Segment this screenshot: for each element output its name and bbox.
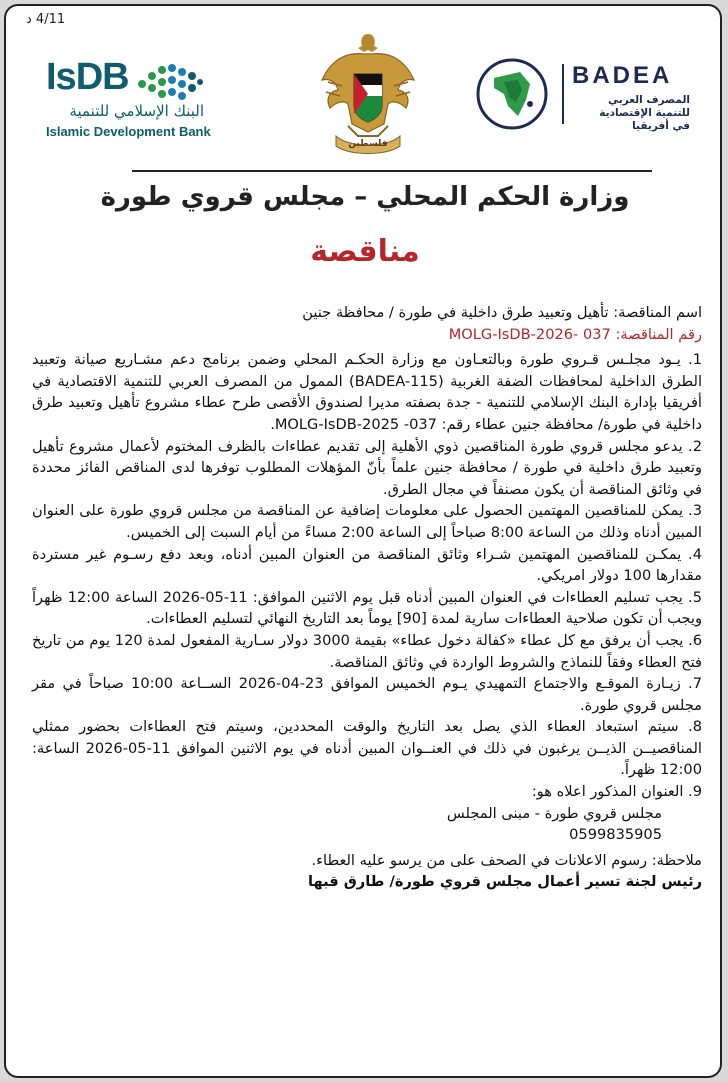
address-phone: 0599835905	[569, 826, 662, 844]
page-number: 4/11 د	[26, 12, 66, 27]
note: ملاحظة: رسوم الاعلانات في الصحف على من يرسو عليه العطاء.	[311, 851, 702, 869]
clause-8: 8. سيتم استبعاد العطاء الذي يصل بعد التاريخ والوقت المحددين، وسيتم فتح العطاءات بحضور ممثلي المناقصيــن الذيــن يرغبون في ذلك في العنــوان المبين أدناه في يوم الاثنين الموافق 11-05-2026 الساعة: 12:00 ظهراً.	[32, 718, 702, 779]
badea-arabic-line: في أفريقيا	[632, 120, 690, 132]
emblem-banner-text: فلسطين	[348, 139, 388, 149]
isdb-name: IsDB	[46, 56, 129, 98]
badea-globe-icon	[474, 54, 554, 134]
clause-3: 3. يمكن للمناقصين المهتمين الحصول على معلومات إضافية عن المناقصة من مجلس قروي طورة على العنوان المبين أدناه وذلك من الساعة 8:00 صباحاً إلى الساعة 2:00 مساءً من أيام السبت إلى الخميس.	[32, 502, 702, 541]
tender-body	[32, 302, 702, 893]
tender-heading: مناقصة	[310, 234, 420, 269]
badea-logo	[474, 54, 699, 134]
clause-7: 7. زيـارة الموقـع والاجتماع التمهيدي يـوم الخميس الموافق 23-04-2026 الســاعة 10:00 صباحاً في مقر مجلس قروي طورة.	[32, 675, 702, 714]
badea-arabic-line: للتنمية الإقتصادية	[599, 107, 690, 119]
clause-4: 4. يمكـن للمناقصين المهتمين شـراء وثائق المناقصة من العنوان المبين أدناه، وبعد دفع رسـوم غير مستردة مقدارها 100 دولار امريكي.	[32, 545, 702, 585]
badea-arabic-line: المصرف العربي	[608, 94, 690, 106]
tender-name: اسم المناقصة: تأهيل وتعبيد طرق داخلية في طورة / محافظة جنين	[302, 304, 702, 321]
isdb-logo	[42, 56, 212, 146]
address-line: مجلس قروي طورة - مبنى المجلس	[446, 804, 662, 822]
clause-2: 2. يدعو مجلس قروي طورة المناقصين ذوي الأهلية إلى تقديم عطاءات بالظرف المختوم لأعمال مشروع تأهيل وتعبيد طرق داخلية في طورة / محافظة جنين علماً بأنّ المؤهلات المطلوب توفرها لدى المناقص الفائز محددة في وثائق المناقصة أن يكون مصنفاً في مجال الطرق.	[32, 437, 702, 498]
clause-1: 1. يـود مجلـس قـروي طورة وبالتعـاون مع وزارة الحكـم المحلي وضمن برنامج دعم مشـاريع صيانة وتعبيد الطرق الداخلية لمحافظات الضفة الغربية (BADEA-115) الممول من المصرف العربي للتنمية الاقتصادية في أفريقيا بإدارة البنك الإسلامي للتنمية - جدة بصفته مديرا لصندوق الأقصى طرح عطاء مشروع تأهيل وتعبيد طرق داخلية في طورة/ محافظة جنين عطاء رقم: 037- MOLG-IsDB-2025.	[32, 351, 702, 433]
clause-9: 9. العنوان المذكور اعلاه هو:	[531, 783, 702, 801]
clause-5: 5. يجب تسليم العطاءات في العنوان المبين أدناه قبل يوم الاثنين الموافق: 11-05-2026 الساعة 12:00 ظهراً ويجب أن تكون صلاحية العطاءات سارية لمدة [90] يوماً بعد التاريخ النهائي لتسليم العطاءات.	[32, 588, 702, 628]
isdb-dotted-globe-icon	[132, 58, 204, 108]
isdb-english-name: Islamic Development Bank	[46, 124, 211, 139]
badea-arabic-name	[560, 94, 690, 133]
signature: رئيس لجنة تسير أعمال مجلس قروي طورة/ طارق قبها	[308, 873, 702, 891]
isdb-arabic-name: البنك الإسلامي للتنمية	[69, 102, 204, 120]
header-divider	[132, 170, 652, 172]
tender-advertisement	[4, 4, 722, 1078]
tender-number: رقم المناقصة: MOLG-IsDB-2026- 037	[448, 325, 702, 343]
ministry-title: وزارة الحكم المحلي – مجلس قروي طورة	[100, 182, 630, 212]
palestine-eagle-emblem	[318, 28, 418, 160]
clause-6: 6. يجب أن يرفق مع كل عطاء «كفالة دخول عطاء» بقيمة 3000 دولار سـارية المفعول لمدة 120 يوم من تاريخ فتح العطاء وفقاً للنماذج والشروط الواردة في وثائق المناقصة.	[32, 631, 702, 671]
badea-name: BADEA	[572, 62, 673, 89]
